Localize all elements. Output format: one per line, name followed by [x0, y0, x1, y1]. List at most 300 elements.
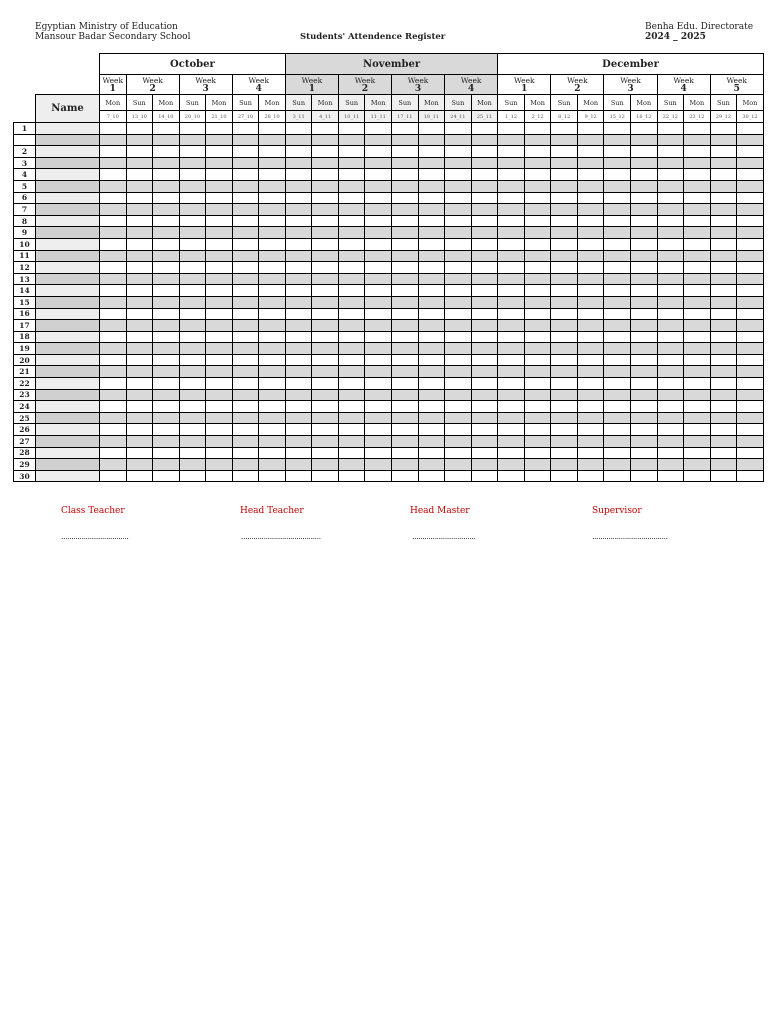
attendance-cell[interactable] — [657, 296, 684, 308]
attendance-cell[interactable] — [445, 389, 472, 401]
attendance-cell[interactable] — [737, 436, 764, 448]
attendance-cell[interactable] — [100, 331, 127, 343]
attendance-cell[interactable] — [737, 378, 764, 390]
attendance-cell[interactable] — [365, 412, 392, 424]
attendance-cell[interactable] — [285, 459, 312, 471]
attendance-cell[interactable] — [285, 424, 312, 436]
attendance-cell[interactable] — [684, 146, 711, 158]
attendance-cell[interactable] — [577, 157, 604, 169]
attendance-cell[interactable] — [338, 169, 365, 181]
attendance-cell[interactable] — [710, 192, 737, 204]
attendance-cell[interactable] — [524, 459, 551, 471]
attendance-cell[interactable] — [392, 331, 419, 343]
attendance-cell[interactable] — [338, 192, 365, 204]
attendance-cell[interactable] — [445, 215, 472, 227]
attendance-cell[interactable] — [684, 354, 711, 366]
attendance-cell[interactable] — [498, 389, 525, 401]
attendance-cell[interactable] — [577, 308, 604, 320]
attendance-cell[interactable] — [710, 366, 737, 378]
attendance-cell[interactable] — [631, 238, 658, 250]
attendance-cell[interactable] — [551, 320, 578, 332]
attendance-cell[interactable] — [710, 169, 737, 181]
attendance-cell[interactable] — [445, 238, 472, 250]
attendance-cell[interactable] — [684, 180, 711, 192]
attendance-cell[interactable] — [338, 389, 365, 401]
attendance-cell[interactable] — [710, 320, 737, 332]
attendance-cell[interactable] — [365, 354, 392, 366]
attendance-cell[interactable] — [312, 424, 339, 436]
attendance-cell[interactable] — [418, 250, 445, 262]
attendance-cell[interactable] — [153, 227, 180, 239]
attendance-cell[interactable] — [259, 412, 286, 424]
attendance-cell[interactable] — [338, 459, 365, 471]
attendance-cell[interactable] — [445, 123, 472, 135]
attendance-cell[interactable] — [126, 123, 153, 135]
attendance-cell[interactable] — [338, 436, 365, 448]
attendance-cell[interactable] — [179, 215, 206, 227]
attendance-cell[interactable] — [365, 169, 392, 181]
attendance-cell[interactable] — [471, 296, 498, 308]
attendance-cell[interactable] — [232, 470, 259, 482]
attendance-cell[interactable] — [232, 424, 259, 436]
attendance-cell[interactable] — [657, 204, 684, 216]
attendance-cell[interactable] — [259, 157, 286, 169]
attendance-cell[interactable] — [471, 238, 498, 250]
attendance-cell[interactable] — [604, 436, 631, 448]
attendance-cell[interactable] — [206, 238, 233, 250]
attendance-cell[interactable] — [604, 320, 631, 332]
attendance-cell[interactable] — [524, 123, 551, 135]
attendance-cell[interactable] — [285, 285, 312, 297]
attendance-cell[interactable] — [232, 123, 259, 135]
attendance-cell[interactable] — [206, 470, 233, 482]
attendance-cell[interactable] — [471, 192, 498, 204]
student-name-cell[interactable] — [36, 123, 100, 135]
attendance-cell[interactable] — [737, 238, 764, 250]
attendance-cell[interactable] — [392, 262, 419, 274]
attendance-cell[interactable] — [551, 215, 578, 227]
attendance-cell[interactable] — [684, 227, 711, 239]
signature-line[interactable]: ............................... — [412, 532, 476, 541]
attendance-cell[interactable] — [684, 378, 711, 390]
attendance-cell[interactable] — [365, 273, 392, 285]
attendance-cell[interactable] — [710, 273, 737, 285]
attendance-cell[interactable] — [232, 389, 259, 401]
attendance-cell[interactable] — [365, 447, 392, 459]
attendance-cell[interactable] — [737, 134, 764, 146]
attendance-cell[interactable] — [179, 354, 206, 366]
attendance-cell[interactable] — [206, 123, 233, 135]
attendance-cell[interactable] — [338, 204, 365, 216]
attendance-cell[interactable] — [445, 378, 472, 390]
attendance-cell[interactable] — [471, 436, 498, 448]
attendance-cell[interactable] — [551, 273, 578, 285]
attendance-cell[interactable] — [392, 401, 419, 413]
attendance-cell[interactable] — [232, 227, 259, 239]
attendance-cell[interactable] — [392, 204, 419, 216]
attendance-cell[interactable] — [577, 285, 604, 297]
attendance-cell[interactable] — [577, 436, 604, 448]
attendance-cell[interactable] — [285, 262, 312, 274]
attendance-cell[interactable] — [179, 320, 206, 332]
attendance-cell[interactable] — [471, 180, 498, 192]
attendance-cell[interactable] — [577, 273, 604, 285]
attendance-cell[interactable] — [232, 180, 259, 192]
attendance-cell[interactable] — [365, 262, 392, 274]
attendance-cell[interactable] — [737, 146, 764, 158]
attendance-cell[interactable] — [445, 424, 472, 436]
attendance-cell[interactable] — [737, 169, 764, 181]
attendance-cell[interactable] — [100, 470, 127, 482]
attendance-cell[interactable] — [392, 180, 419, 192]
attendance-cell[interactable] — [498, 262, 525, 274]
attendance-cell[interactable] — [153, 412, 180, 424]
signature-line[interactable]: ................................. — [61, 532, 129, 541]
attendance-cell[interactable] — [471, 447, 498, 459]
attendance-cell[interactable] — [232, 192, 259, 204]
attendance-cell[interactable] — [153, 296, 180, 308]
attendance-cell[interactable] — [498, 470, 525, 482]
attendance-cell[interactable] — [631, 389, 658, 401]
attendance-cell[interactable] — [153, 401, 180, 413]
attendance-cell[interactable] — [312, 447, 339, 459]
attendance-cell[interactable] — [524, 273, 551, 285]
attendance-cell[interactable] — [232, 320, 259, 332]
attendance-cell[interactable] — [179, 204, 206, 216]
attendance-cell[interactable] — [100, 354, 127, 366]
attendance-cell[interactable] — [392, 146, 419, 158]
student-name-cell[interactable] — [36, 447, 100, 459]
attendance-cell[interactable] — [206, 285, 233, 297]
attendance-cell[interactable] — [710, 134, 737, 146]
attendance-cell[interactable] — [631, 169, 658, 181]
attendance-cell[interactable] — [498, 296, 525, 308]
attendance-cell[interactable] — [524, 157, 551, 169]
attendance-cell[interactable] — [392, 227, 419, 239]
attendance-cell[interactable] — [737, 157, 764, 169]
attendance-cell[interactable] — [100, 320, 127, 332]
attendance-cell[interactable] — [684, 331, 711, 343]
attendance-cell[interactable] — [392, 308, 419, 320]
attendance-cell[interactable] — [551, 470, 578, 482]
attendance-cell[interactable] — [418, 146, 445, 158]
attendance-cell[interactable] — [312, 436, 339, 448]
attendance-cell[interactable] — [392, 169, 419, 181]
attendance-cell[interactable] — [551, 366, 578, 378]
attendance-cell[interactable] — [153, 320, 180, 332]
attendance-cell[interactable] — [577, 447, 604, 459]
attendance-cell[interactable] — [498, 354, 525, 366]
attendance-cell[interactable] — [737, 331, 764, 343]
attendance-cell[interactable] — [312, 320, 339, 332]
attendance-cell[interactable] — [392, 378, 419, 390]
attendance-cell[interactable] — [312, 366, 339, 378]
student-name-cell[interactable] — [36, 157, 100, 169]
attendance-cell[interactable] — [418, 192, 445, 204]
attendance-cell[interactable] — [551, 180, 578, 192]
attendance-cell[interactable] — [631, 320, 658, 332]
attendance-cell[interactable] — [259, 134, 286, 146]
attendance-cell[interactable] — [657, 285, 684, 297]
attendance-cell[interactable] — [524, 470, 551, 482]
attendance-cell[interactable] — [392, 412, 419, 424]
attendance-cell[interactable] — [631, 459, 658, 471]
attendance-cell[interactable] — [524, 146, 551, 158]
attendance-cell[interactable] — [312, 169, 339, 181]
attendance-cell[interactable] — [259, 192, 286, 204]
attendance-cell[interactable] — [100, 262, 127, 274]
attendance-cell[interactable] — [551, 250, 578, 262]
attendance-cell[interactable] — [471, 331, 498, 343]
attendance-cell[interactable] — [684, 308, 711, 320]
attendance-cell[interactable] — [126, 296, 153, 308]
attendance-cell[interactable] — [471, 308, 498, 320]
attendance-cell[interactable] — [631, 378, 658, 390]
attendance-cell[interactable] — [524, 262, 551, 274]
attendance-cell[interactable] — [126, 378, 153, 390]
attendance-cell[interactable] — [312, 285, 339, 297]
attendance-cell[interactable] — [524, 215, 551, 227]
attendance-cell[interactable] — [577, 470, 604, 482]
attendance-cell[interactable] — [285, 227, 312, 239]
attendance-cell[interactable] — [657, 447, 684, 459]
attendance-cell[interactable] — [551, 308, 578, 320]
attendance-cell[interactable] — [498, 378, 525, 390]
attendance-cell[interactable] — [418, 238, 445, 250]
attendance-cell[interactable] — [498, 436, 525, 448]
attendance-cell[interactable] — [684, 459, 711, 471]
attendance-cell[interactable] — [684, 157, 711, 169]
attendance-cell[interactable] — [445, 250, 472, 262]
attendance-cell[interactable] — [684, 436, 711, 448]
attendance-cell[interactable] — [259, 180, 286, 192]
attendance-cell[interactable] — [312, 123, 339, 135]
attendance-cell[interactable] — [604, 412, 631, 424]
attendance-cell[interactable] — [179, 123, 206, 135]
attendance-cell[interactable] — [153, 436, 180, 448]
attendance-cell[interactable] — [206, 227, 233, 239]
attendance-cell[interactable] — [657, 262, 684, 274]
attendance-cell[interactable] — [418, 273, 445, 285]
attendance-cell[interactable] — [551, 331, 578, 343]
attendance-cell[interactable] — [551, 262, 578, 274]
attendance-cell[interactable] — [577, 424, 604, 436]
attendance-cell[interactable] — [657, 331, 684, 343]
attendance-cell[interactable] — [259, 389, 286, 401]
attendance-cell[interactable] — [179, 331, 206, 343]
attendance-cell[interactable] — [524, 366, 551, 378]
attendance-cell[interactable] — [153, 424, 180, 436]
attendance-cell[interactable] — [259, 424, 286, 436]
attendance-cell[interactable] — [418, 123, 445, 135]
attendance-cell[interactable] — [206, 192, 233, 204]
attendance-cell[interactable] — [365, 215, 392, 227]
attendance-cell[interactable] — [126, 389, 153, 401]
attendance-cell[interactable] — [206, 134, 233, 146]
attendance-cell[interactable] — [498, 308, 525, 320]
attendance-cell[interactable] — [524, 296, 551, 308]
attendance-cell[interactable] — [126, 354, 153, 366]
attendance-cell[interactable] — [604, 204, 631, 216]
attendance-cell[interactable] — [232, 296, 259, 308]
attendance-cell[interactable] — [577, 331, 604, 343]
attendance-cell[interactable] — [285, 354, 312, 366]
attendance-cell[interactable] — [471, 366, 498, 378]
attendance-cell[interactable] — [312, 331, 339, 343]
attendance-cell[interactable] — [392, 215, 419, 227]
attendance-cell[interactable] — [737, 296, 764, 308]
attendance-cell[interactable] — [285, 366, 312, 378]
attendance-cell[interactable] — [524, 250, 551, 262]
attendance-cell[interactable] — [737, 273, 764, 285]
attendance-cell[interactable] — [498, 123, 525, 135]
attendance-cell[interactable] — [206, 320, 233, 332]
attendance-cell[interactable] — [445, 134, 472, 146]
attendance-cell[interactable] — [338, 296, 365, 308]
attendance-cell[interactable] — [551, 412, 578, 424]
attendance-cell[interactable] — [206, 250, 233, 262]
student-name-cell[interactable] — [36, 320, 100, 332]
attendance-cell[interactable] — [498, 227, 525, 239]
attendance-cell[interactable] — [153, 331, 180, 343]
attendance-cell[interactable] — [498, 273, 525, 285]
attendance-cell[interactable] — [524, 320, 551, 332]
attendance-cell[interactable] — [179, 366, 206, 378]
attendance-cell[interactable] — [498, 157, 525, 169]
attendance-cell[interactable] — [684, 204, 711, 216]
attendance-cell[interactable] — [604, 146, 631, 158]
attendance-cell[interactable] — [179, 157, 206, 169]
attendance-cell[interactable] — [392, 134, 419, 146]
student-name-cell[interactable] — [36, 180, 100, 192]
attendance-cell[interactable] — [551, 296, 578, 308]
attendance-cell[interactable] — [604, 134, 631, 146]
attendance-cell[interactable] — [153, 343, 180, 355]
attendance-cell[interactable] — [179, 412, 206, 424]
attendance-cell[interactable] — [418, 366, 445, 378]
attendance-cell[interactable] — [471, 412, 498, 424]
attendance-cell[interactable] — [126, 436, 153, 448]
attendance-cell[interactable] — [338, 134, 365, 146]
attendance-cell[interactable] — [338, 366, 365, 378]
attendance-cell[interactable] — [710, 401, 737, 413]
attendance-cell[interactable] — [737, 424, 764, 436]
attendance-cell[interactable] — [577, 180, 604, 192]
attendance-cell[interactable] — [498, 459, 525, 471]
attendance-cell[interactable] — [392, 354, 419, 366]
attendance-cell[interactable] — [338, 262, 365, 274]
attendance-cell[interactable] — [498, 412, 525, 424]
attendance-cell[interactable] — [604, 273, 631, 285]
attendance-cell[interactable] — [710, 459, 737, 471]
attendance-cell[interactable] — [524, 227, 551, 239]
attendance-cell[interactable] — [338, 250, 365, 262]
attendance-cell[interactable] — [631, 296, 658, 308]
attendance-cell[interactable] — [418, 447, 445, 459]
attendance-cell[interactable] — [657, 250, 684, 262]
attendance-cell[interactable] — [126, 215, 153, 227]
attendance-cell[interactable] — [365, 436, 392, 448]
attendance-cell[interactable] — [153, 169, 180, 181]
student-name-cell[interactable] — [36, 470, 100, 482]
attendance-cell[interactable] — [710, 215, 737, 227]
attendance-cell[interactable] — [338, 308, 365, 320]
attendance-cell[interactable] — [577, 354, 604, 366]
attendance-cell[interactable] — [100, 146, 127, 158]
attendance-cell[interactable] — [338, 354, 365, 366]
attendance-cell[interactable] — [153, 285, 180, 297]
attendance-cell[interactable] — [126, 331, 153, 343]
student-name-cell[interactable] — [36, 366, 100, 378]
attendance-cell[interactable] — [418, 215, 445, 227]
attendance-cell[interactable] — [126, 192, 153, 204]
attendance-cell[interactable] — [577, 389, 604, 401]
attendance-cell[interactable] — [471, 424, 498, 436]
attendance-cell[interactable] — [100, 123, 127, 135]
attendance-cell[interactable] — [524, 331, 551, 343]
attendance-cell[interactable] — [232, 401, 259, 413]
attendance-cell[interactable] — [631, 470, 658, 482]
attendance-cell[interactable] — [604, 343, 631, 355]
attendance-cell[interactable] — [100, 250, 127, 262]
attendance-cell[interactable] — [604, 447, 631, 459]
attendance-cell[interactable] — [153, 250, 180, 262]
attendance-cell[interactable] — [365, 378, 392, 390]
attendance-cell[interactable] — [524, 180, 551, 192]
attendance-cell[interactable] — [126, 262, 153, 274]
attendance-cell[interactable] — [179, 470, 206, 482]
attendance-cell[interactable] — [126, 273, 153, 285]
attendance-cell[interactable] — [710, 436, 737, 448]
attendance-cell[interactable] — [126, 308, 153, 320]
attendance-cell[interactable] — [684, 215, 711, 227]
attendance-cell[interactable] — [737, 123, 764, 135]
attendance-cell[interactable] — [285, 389, 312, 401]
attendance-cell[interactable] — [312, 412, 339, 424]
attendance-cell[interactable] — [100, 447, 127, 459]
attendance-cell[interactable] — [604, 308, 631, 320]
attendance-cell[interactable] — [737, 447, 764, 459]
attendance-cell[interactable] — [259, 215, 286, 227]
attendance-cell[interactable] — [392, 366, 419, 378]
attendance-cell[interactable] — [471, 169, 498, 181]
attendance-cell[interactable] — [100, 343, 127, 355]
attendance-cell[interactable] — [657, 366, 684, 378]
attendance-cell[interactable] — [338, 238, 365, 250]
attendance-cell[interactable] — [631, 401, 658, 413]
attendance-cell[interactable] — [392, 250, 419, 262]
attendance-cell[interactable] — [100, 378, 127, 390]
attendance-cell[interactable] — [604, 123, 631, 135]
attendance-cell[interactable] — [285, 320, 312, 332]
attendance-cell[interactable] — [126, 180, 153, 192]
attendance-cell[interactable] — [179, 436, 206, 448]
attendance-cell[interactable] — [471, 320, 498, 332]
attendance-cell[interactable] — [285, 134, 312, 146]
attendance-cell[interactable] — [312, 308, 339, 320]
attendance-cell[interactable] — [577, 192, 604, 204]
attendance-cell[interactable] — [684, 262, 711, 274]
attendance-cell[interactable] — [498, 401, 525, 413]
attendance-cell[interactable] — [100, 169, 127, 181]
attendance-cell[interactable] — [338, 447, 365, 459]
attendance-cell[interactable] — [471, 354, 498, 366]
attendance-cell[interactable] — [524, 389, 551, 401]
attendance-cell[interactable] — [657, 354, 684, 366]
attendance-cell[interactable] — [737, 262, 764, 274]
attendance-cell[interactable] — [338, 215, 365, 227]
attendance-cell[interactable] — [418, 378, 445, 390]
